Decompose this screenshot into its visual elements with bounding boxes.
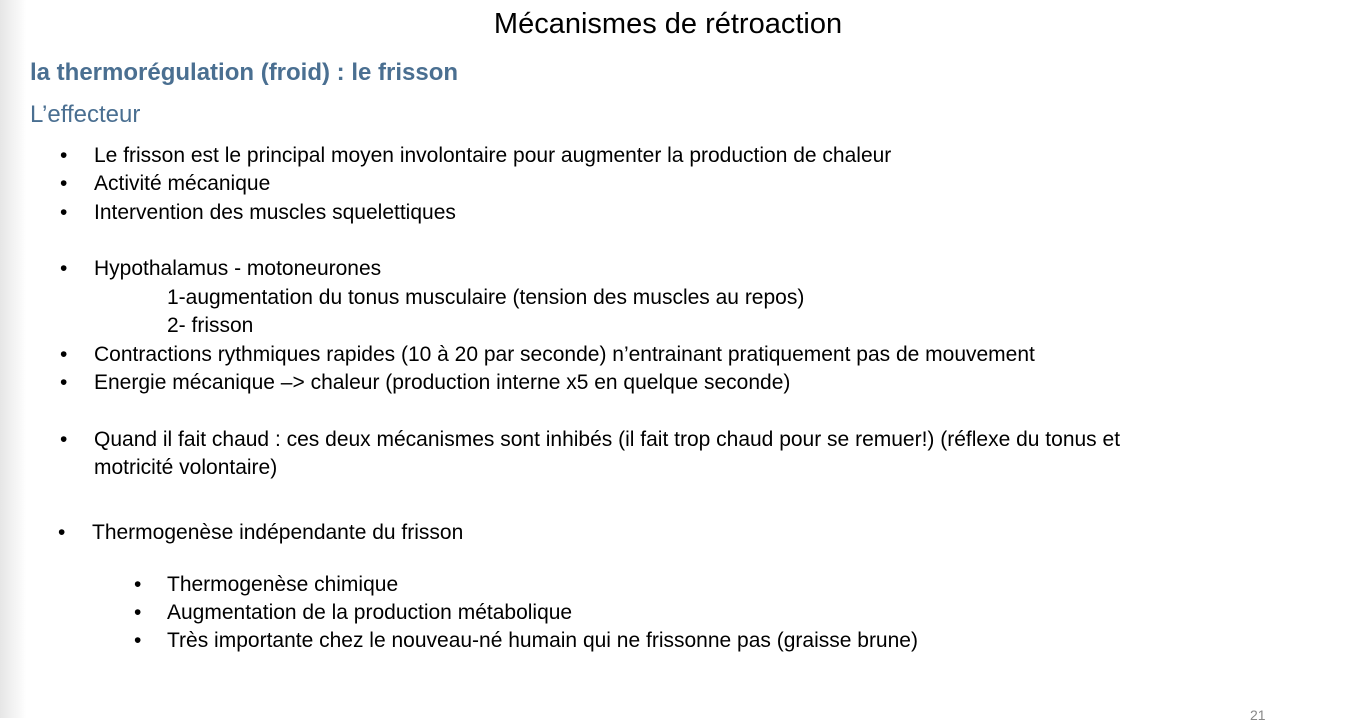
list-item: Le frisson est le principal moyen involontaire pour augmenter la production de chaleur bbox=[94, 144, 892, 167]
slide-left-shadow bbox=[0, 0, 26, 718]
bullet-marker: • bbox=[60, 172, 68, 195]
bullet-marker: • bbox=[60, 428, 68, 451]
bullet-marker: • bbox=[60, 371, 68, 394]
sub-bullet-marker: • bbox=[134, 573, 142, 596]
list-item: Energie mécanique –> chaleur (production interne x5 en quelque seconde) bbox=[94, 371, 791, 394]
sub-list-item: Thermogenèse chimique bbox=[167, 573, 399, 596]
bullet-marker: • bbox=[60, 201, 68, 224]
list-item-continuation: motricité volontaire) bbox=[94, 456, 278, 479]
sub-list-item: 1-augmentation du tonus musculaire (tension des muscles au repos) bbox=[167, 286, 805, 309]
sub-bullet-marker: • bbox=[134, 629, 142, 652]
sub-list-item: Augmentation de la production métabolique bbox=[167, 601, 573, 624]
subsection-title: L’effecteur bbox=[30, 101, 141, 128]
list-item: Quand il fait chaud : ces deux mécanismes sont inhibés (il fait trop chaud pour se remuer!) (réflexe du tonus et bbox=[94, 428, 1121, 451]
list-item: Hypothalamus - motoneurones bbox=[94, 257, 382, 280]
list-item: Intervention des muscles squelettiques bbox=[94, 201, 456, 224]
bullet-marker: • bbox=[58, 521, 66, 544]
slide-title: Mécanismes de rétroaction bbox=[493, 8, 843, 40]
list-item: Contractions rythmiques rapides (10 à 20 par seconde) n’entrainant pratiquement pas de mouvement bbox=[94, 343, 1035, 366]
sub-bullet-marker: • bbox=[134, 601, 142, 624]
list-item: Thermogenèse indépendante du frisson bbox=[92, 521, 464, 544]
bullet-marker: • bbox=[60, 343, 68, 366]
bullet-marker: • bbox=[60, 257, 68, 280]
bullet-marker: • bbox=[60, 144, 68, 167]
page-number: 21 bbox=[1250, 707, 1266, 723]
sub-list-item: 2- frisson bbox=[167, 314, 254, 337]
section-title: la thermorégulation (froid) : le frisson bbox=[30, 59, 459, 86]
list-item: Activité mécanique bbox=[94, 172, 271, 195]
sub-list-item: Très importante chez le nouveau-né humain qui ne frissonne pas (graisse brune) bbox=[167, 629, 918, 652]
